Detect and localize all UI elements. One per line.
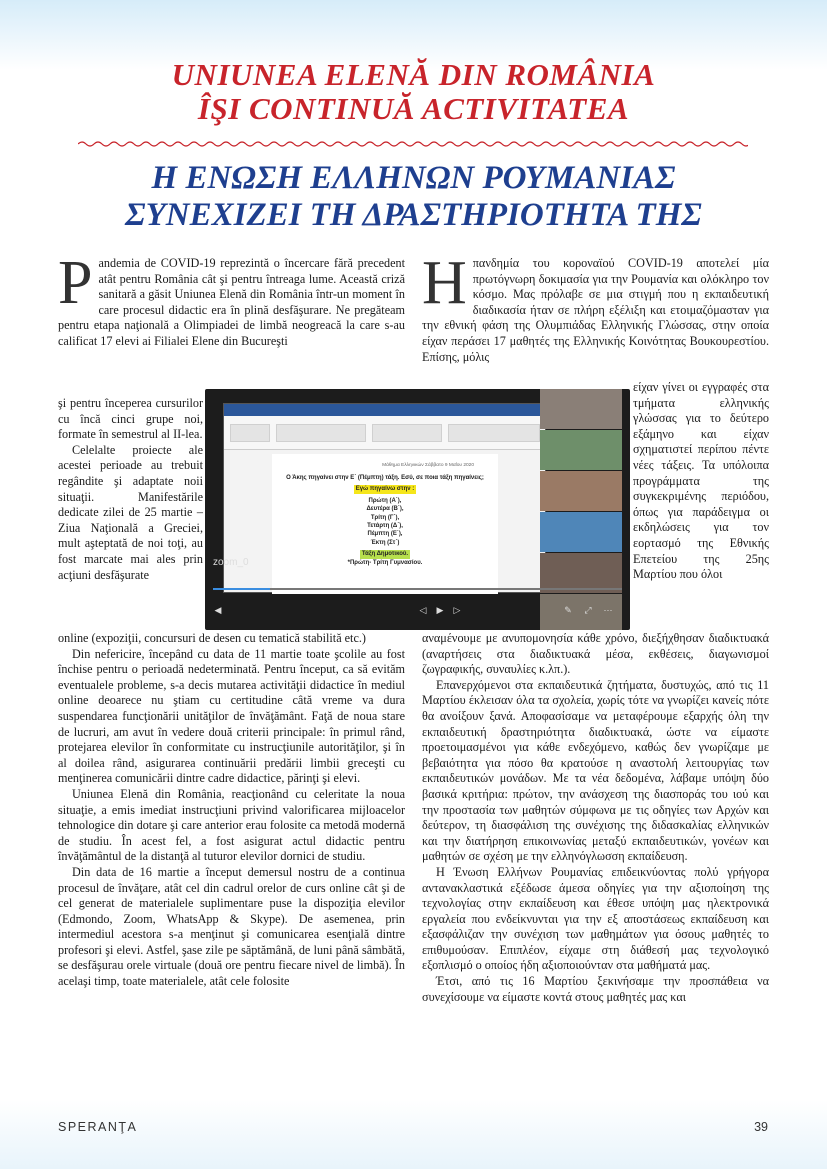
video-title: zoom_0: [213, 557, 249, 568]
participant-thumb: [540, 553, 622, 593]
magazine-name: SPERANŢA: [58, 1120, 138, 1134]
doc-question: Ο Άκης πηγαίνει στην Ε΄ (Πέμπτη) τάξη. Εσύ, σε ποια τάξη πηγαίνεις;: [286, 475, 484, 481]
play-icon[interactable]: ▶: [436, 605, 444, 615]
participant-thumb: [540, 512, 622, 552]
ro-narrow-column: şi pentru începerea cursurilor cu încă cinci grupe noi, formate în semestrul al II-lea. Celelalte proiecte ale acestei perioade au trebuit regândite şi adaptate noii situaţii. Manifestările dedicate zilei de 25 martie – Ziua Naţională a Greciei, mult aşteptată de noi toţi, au fost marcate mai ales prin acţiuni desfăşurate: [58, 396, 203, 582]
doc-item: Τρίτη (Γ΄),: [370, 514, 400, 521]
word-title-bar: [224, 404, 545, 416]
zoom-video-screenshot: [205, 389, 630, 630]
participant-thumb: [540, 471, 622, 511]
doc-item: Πέμπτη (Ε΄),: [367, 531, 403, 538]
participant-thumb: [540, 389, 622, 429]
video-progress: [213, 588, 270, 590]
ribbon-font: [276, 424, 366, 442]
more-icon[interactable]: ⋯: [603, 605, 613, 615]
rewind-icon[interactable]: ◁: [419, 605, 427, 615]
volume-icon[interactable]: ◀: [214, 605, 222, 615]
ro-main-text: online (expoziţii, concursuri de desen cu tematică stabilită etc.) Din nefericire, începând cu data de 11 martie toate şcolile au fost închise pentru o perioadă nedeterminată. Pentru început, ca să evităm eventualele probleme, s-a decis mutarea activităţii didactice în mediul online deoarece nu ştiam cu certitudine câtă vreme va dura suspendarea funcţionării unităţilor de învăţământ. Faţă de noua stare de lucruri, am avut în vedere două criterii principale: în primul rând, protejarea elevilor în conformitate cu instrucţiunile autorităţilor, şi în al doilea rând, asigurarea continuării predării limbii greceşti cu menţinerea comunicării dintre cadre didactice, părinţi şi elevi. Uniunea Elenă din România, reacţionând cu celeritate la noua situaţie, a emis imediat instrucţiuni privind valorificarea mijloacelor tehnologice din dotare şi care anterior erau folosite ca metodă modernă de studiu. În acest fel, a fost asigurat actul didactic pentru învăţământul de la distanţă al tuturor elevilor dornici de studiu. Din data de 16 martie a început demersul nostru de a continua procesul de învăţare, atât cel din cadrul orelor de curs online cât şi de cel generat de materialele suplimentare puse la dispoziţia elevilor (Edmondo, Zoom, WhatsApp & Skype). De asemenea, prin intermediul acestora s-a menţinut şi comunicarea esenţială dintre profesori şi elevi. Astfel, şase zile pe săptămână, de luni până sâmbătă, se desfăşurau orele virtuale (două ore pentru fiecare nivel de limbă). În acelaşi timp, toate materialele, atât cele folosite: [58, 631, 405, 989]
doc-prompt: Εγώ πηγαίνω στην :: [355, 486, 415, 493]
page-number: 39: [754, 1120, 768, 1134]
forward-icon[interactable]: ▷: [453, 605, 461, 615]
video-controls: [213, 597, 622, 621]
participant-thumbnails: [540, 389, 622, 630]
gr-dropcap: Η: [422, 249, 467, 317]
ro-intro-paragraph: Pandemia de COVID-19 reprezintă o încercare fără precedent atât pentru România cât şi pentru întreaga lume. Această criză sanitară a găsit Uniunea Elenă din România într-un moment în care procesul didactic era în plină desfăşurare. Ne pregăteam pentru etapa naţională a Olimpiadei de limbă neogreacă la care s-au calificat 17 elevi ai Filialei Elene din Bucureşti: [58, 249, 405, 348]
ro-dropcap: P: [58, 249, 93, 317]
doc-school: Τάξη Δημοτικού.: [361, 551, 409, 558]
gr-narrow-column: είχαν γίνει οι εγγραφές στα τμήματα ελληνικής γλώσσας για το δεύτερο εξάμηνο και είχαν σχηματιστεί περίπου πέντε νέες τάξεις. Τα υπόλοιπα προγράμματα της συγκεκριμένης περιόδου, όπως για παράδειγμα οι εκδηλώσεις για τον εορτασμό της Εθνικής Επετείου της 25ης Μαρτίου που όλοι: [633, 380, 769, 582]
title-romanian: UNIUNEA ELENĂ DIN ROMÂNIA ÎŞI CONTINUĂ ACTIVITATEA: [171, 57, 656, 126]
word-document-window: [223, 403, 546, 593]
document-page: [272, 454, 498, 594]
ribbon-paragraph: [372, 424, 442, 442]
doc-item: Τετάρτη (Δ΄),: [367, 523, 403, 530]
doc-item: Δευτέρα (Β΄),: [366, 506, 404, 513]
video-scrubber[interactable]: [213, 588, 622, 590]
title-greek: Η ΕΝΩΣΗ ΕΛΛΗΝΩΝ ΡΟΥΜΑΝΙΑΣ ΣΥΝΕΧΙΖΕΙ ΤΗ ΔΡΑΣΤΗΡΙΟΤΗΤΑ ΤΗΣ: [125, 160, 702, 233]
word-ribbon: [224, 416, 545, 450]
doc-date: Μάθημα Ελληνικών Σάββατο 9 Μαΐου 2020: [382, 463, 474, 468]
doc-item: Έκτη (Στ΄): [370, 539, 400, 546]
ribbon-styles: [448, 424, 540, 442]
gr-main-text: αναμένουμε με ανυπομονησία κάθε χρόνο, διεξήχθησαν διαδικτυακά (αναρτήσεις στα διαδικτυακά μέσα, εκθέσεις, διαγωνισμοί ζωγραφικής, συναυλίες κ.λπ.). Επανερχόμενοι στα εκπαιδευτικά ζητήματα, δυστυχώς, από τις 11 Μαρτίου έκλεισαν όλα τα σχολεία, χωρίς τότε να γνωρίζει κανείς πότε θα ανοίξουν ξανά. Αποφασίσαμε να μεταφέρουμε εξαρχής όλη την εκπαιδευτική δραστηριότητα διαδικτυακά, ώστε να είμαστε προετοιμασμένοι για κάθε ενδεχόμενο, καθώς δεν γνωρίζαμε με βεβαιότητα για πόσο θα κρατούσε η αναστολή λειτουργίας των εκπαιδευτικών μονάδων. Με τα νέα δεδομένα, λάβαμε υπόψη δύο βασικά κριτήρια: πρώτον, την ανάσχεση της διασποράς του ιού και την προστασία των μαθητών σύμφωνα με τις οδηγίες των Αρχών και δεύτερον, τη διασφάλιση της συνέχισης της διδασκαλίας ελληνικών και την διατήρηση επικοινωνίας μεταξύ εκπαιδευτικών, γονέων και μαθητών σε σχέση με την ελληνόγλωσση εκπαίδευση. Η Ένωση Ελλήνων Ρουμανίας επιδεικνύοντας πολύ γρήγορα αντανακλαστικά εξέδωσε άμεσα οδηγίες για την αξιοποίηση της τεχνολογίας στην εκπαίδευση και έθεσε υπόψη μας ηλεκτρονικά εργαλεία που ενδείκνυνται για την εξ αποστάσεως εκπαίδευση και εξασφάλιζαν την συνέχιση των μαθημάτων για όσους μαθητές το επιθυμούσαν. Επιπλέον, είχαμε στη διάθεσή μας τεχνολογικό εξοπλισμό ο οποίος ήδη αξιοποιούνταν στα μαθήματά μας. Έτσι, από τις 16 Μαρτίου ξεκινήσαμε την προσπάθεια να συνεχίσουμε να είμαστε κοντά στους μαθητές μας και: [422, 631, 769, 1004]
participant-thumb: [540, 430, 622, 470]
wave-divider: [78, 138, 748, 150]
gr-intro-paragraph: Ηπανδημία του κοροναϊού COVID-19 αποτελεί μία πρωτόγνωρη δοκιμασία για την Ρουμανία και ολόκληρο τον κόσμο. Μας πρόλαβε σε μια στιγμή που η εκπαιδευτική διαδικασία ήταν σε πλήρη εξέλιξη και ετοιμαζόμασταν για την εθνική φάση της Ολυμπιάδας Ελληνικής Γλώσσας, στην οποία είχαν περάσει 17 μαθητές της Ελληνικής Κοινότητας Βουκουρεστίου. Επίσης, μόλις: [422, 249, 769, 364]
doc-item: Πρώτη (Α΄),: [368, 497, 402, 504]
ribbon-clipboard: [230, 424, 270, 442]
edit-icon[interactable]: ✎: [564, 605, 572, 615]
doc-note: *Πρώτη- Τρίτη Γυμνασίου.: [347, 559, 423, 566]
fullscreen-icon[interactable]: ⤢: [584, 605, 592, 615]
